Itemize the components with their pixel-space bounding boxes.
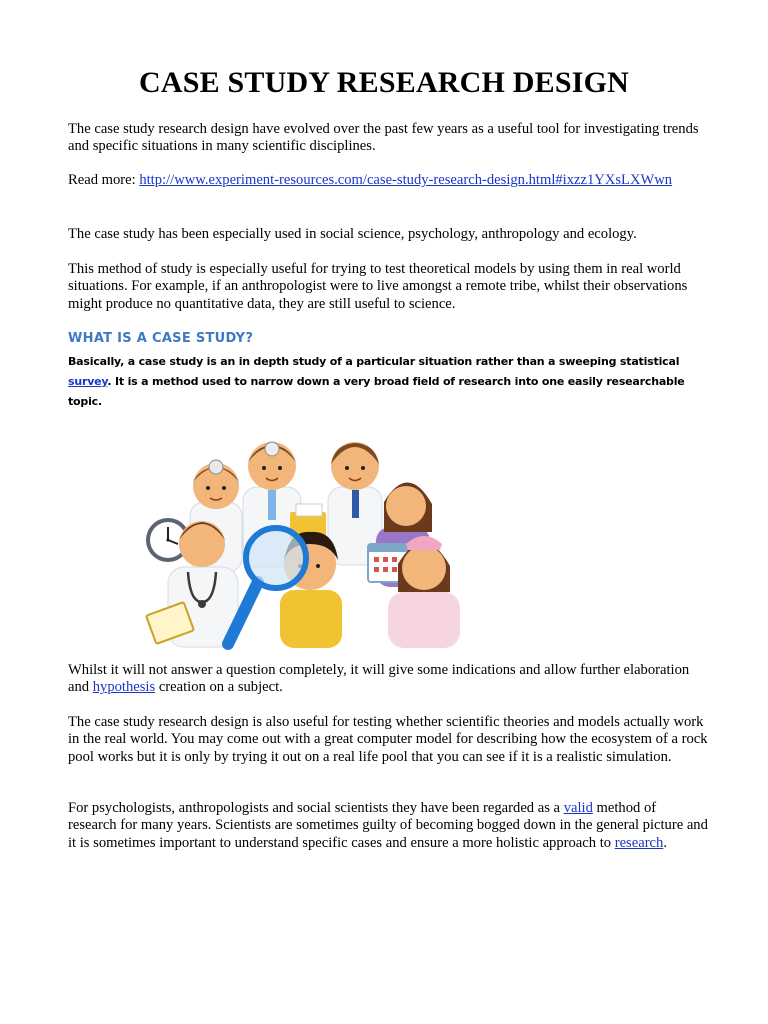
hypothesis-link[interactable]: hypothesis xyxy=(92,679,156,696)
survey-link[interactable]: survey xyxy=(68,375,108,388)
intro-paragraph: The case study research design have evolved over the past few years as a useful tool for investigating trends and specific situations in many scientific disciplines. xyxy=(68,121,699,155)
medical-team-illustration xyxy=(140,432,470,650)
section-paragraph xyxy=(68,352,718,412)
valid-link[interactable]: valid xyxy=(563,800,593,816)
read-more-line xyxy=(68,172,708,189)
whilst-text-after: creation on a subject. xyxy=(155,679,283,696)
read-more-link[interactable]: http://www.experiment-resources.com/case-study-research-design.html#ixzz1YXsLXWwn xyxy=(139,172,673,188)
section-text-after: . It is a method used to narrow down a very broad field of research into one easily researchable topic. xyxy=(68,375,685,408)
section-heading: WHAT IS A CASE STUDY? xyxy=(68,331,254,346)
read-more-label: Read more: xyxy=(68,172,140,188)
method-paragraph: This method of study is especially useful for trying to test theoretical models by using them in real world situations. For example, if an anthropologist were to live amongst a remote tribe, whilst their observations might produce no quantitative data, they are still useful to science. xyxy=(68,261,688,312)
psych-paragraph xyxy=(68,800,708,852)
whilst-paragraph xyxy=(68,662,708,697)
research-link[interactable]: research xyxy=(614,834,664,851)
psych-text-after: . xyxy=(663,834,667,851)
psych-text-before: For psychologists, anthropologists and social scientists they have been regarded as a xyxy=(68,800,564,816)
testing-paragraph: The case study research design is also useful for testing whether scientific theories and models actually work in the real world. You may come out with a great computer model for describing how the ecosystem of a rock pool works but it is only by trying it out on a real life pool that you can see if it is a realistic simulation. xyxy=(68,714,708,765)
section-text-before: Basically, a case study is an in depth study of a particular situation rather than a sweeping statistical xyxy=(68,355,680,368)
usage-paragraph: The case study has been especially used in social science, psychology, anthropology and ecology. xyxy=(68,226,637,242)
whilst-text-before: Whilst it will not answer a question completely, it will give some indications and allow further elaboration and xyxy=(68,662,690,696)
page-title: CASE STUDY RESEARCH DESIGN xyxy=(138,66,630,99)
psych-text-middle: method of research for many years. Scientists are sometimes guilty of becoming bogged down in the general picture and it is sometimes important to understand specific cases and ensure a more holistic approach to xyxy=(68,800,708,851)
medical-team-svg xyxy=(140,432,470,650)
